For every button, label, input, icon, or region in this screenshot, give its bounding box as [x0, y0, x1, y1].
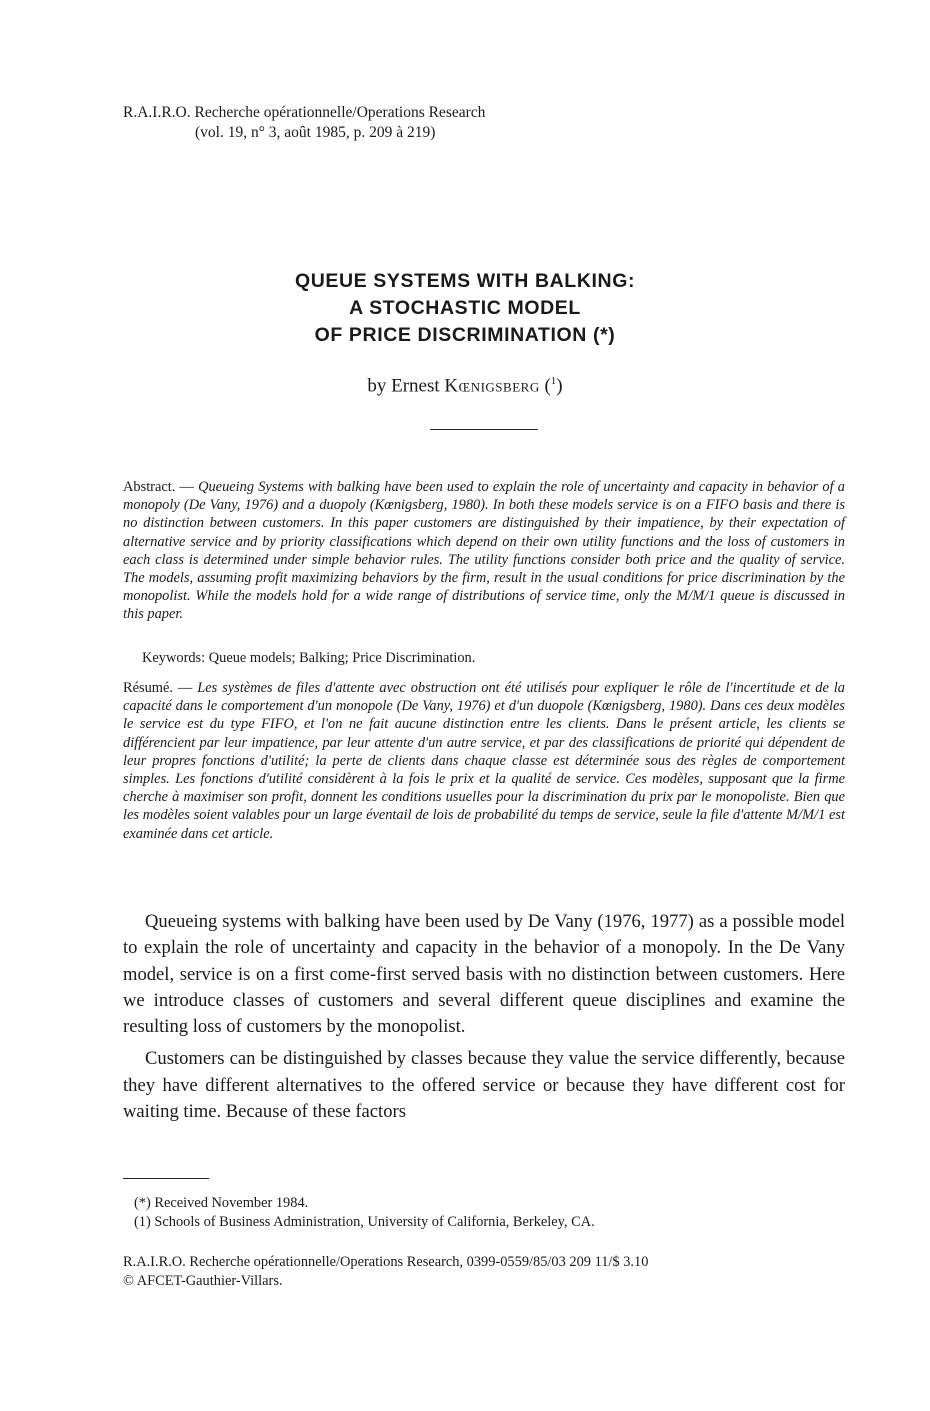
- resume: [123, 679, 845, 843]
- volume-info: (vol. 19, n° 3, août 1985, p. 209 à 219): [195, 124, 436, 141]
- title-line-1: QUEUE SYSTEMS WITH BALKING:: [294, 270, 636, 292]
- journal-header: [123, 103, 485, 143]
- footer-copyright: © AFCET-Gauthier-Villars.: [123, 1273, 283, 1289]
- title-line-2: A STOCHASTIC MODEL: [349, 297, 581, 319]
- footnotes: [134, 1194, 595, 1232]
- author-byline: by Ernest Kœnigsberg ($^1$): [367, 375, 563, 397]
- byline-prefix: by Ernest: [367, 375, 440, 397]
- page-footer: [123, 1253, 648, 1291]
- abstract-text: Queueing Systems with balking have been used to explain the role of uncertainty and capacity in behavior of a monopoly (De Vany, 1976) and a duopoly (Kœnigsberg, 1980). In both these models service is on a FIFO basis and there is no distinction between customers. In this paper customers are distinguished by their impatience, by their expectation of alternative service and by priority classifications which depend on their own utility functions and the loss of customers in each class is determined under simple behavior rules. The utility functions consider both price and the quality of service. The models, assuming profit maximizing behaviors by the firm, result in the usual conditions for price discrimination by the monopolist. While the models hold for a wide range of distributions of service time, only the M/M/1 queue is discussed in this paper.: [123, 479, 845, 623]
- abstract: [123, 478, 845, 624]
- body-paragraph-1: Queueing systems with balking have been used by De Vany (1976, 1977) as a possible model to explain the role of uncertainty and capacity in the behavior of a monopoly. In the De Vany model, service is on a first come-first served basis with no distinction between customers. Here we introduce classes of customers and several different queue disciplines and examine the resulting loss of customers by the monopolist.: [123, 911, 845, 1038]
- resume-text: Les systèmes de files d'attente avec obstruction ont été utilisés pour expliquer le rôle de l'incertitude et de la capacité dans le comportement d'un monopole (De Vany, 1976) et d'un duopole (Kœnigsberg, 1980). Dans ces deux modèles le service est du type FIFO, et l'on ne fait aucune distinction entre les clients. Dans le présent article, les clients se différencient par leur impatience, par leur attente d'un autre service, et par des classifications de priorité qui dépendent de leur propres fonctions d'utilité; la perte de clients dans chaque classe est déterminée sous des règles de comportement simples. Les fonctions d'utilité considèrent à la fois le prix et la qualité de service. Ces modèles, supposant que la firme cherche à maximiser son profit, donnent les conditions usuelles pour la discrimination du prix par le monopoliste. Bien que les modèles soient valables pour un large éventail de lois de probabilité du temps de service, seule la file d'attente M/M/1 est examinée dans cet article.: [123, 680, 846, 842]
- footnote: [134, 1194, 595, 1213]
- footnote-divider: [123, 1178, 209, 1179]
- title-divider: [430, 429, 538, 430]
- body-text: [123, 909, 845, 1125]
- resume-label: Résumé. —: [123, 680, 198, 696]
- keywords: Keywords: Queue models; Balking; Price Discrimination.: [142, 650, 476, 666]
- footnote-text: Received November 1984.: [154, 1195, 309, 1211]
- paper-title: [0, 268, 930, 349]
- author-surname: Kœnigsberg: [444, 375, 540, 397]
- footnote: [134, 1213, 595, 1232]
- abstract-label: Abstract. —: [123, 479, 199, 495]
- journal-name: R.A.I.R.O. Recherche opérationnelle/Operations Research: [123, 104, 486, 121]
- title-line-3: OF PRICE DISCRIMINATION (*): [314, 324, 616, 346]
- body-paragraph-2: Customers can be distinguished by classes because they value the service differently, because they have different alternatives to the offered service or because they have different cost for waiting time. Because of these factors: [123, 1048, 845, 1123]
- footer-journal-line: R.A.I.R.O. Recherche opérationnelle/Operations Research, 0399-0559/85/03 209 11/$ 3.10: [123, 1254, 649, 1270]
- author-footnote-mark: 1: [550, 375, 557, 387]
- footnote-text: Schools of Business Administration, University of California, Berkeley, CA.: [154, 1214, 595, 1230]
- footnote-mark: (*): [134, 1195, 151, 1211]
- footnote-mark: (1): [134, 1214, 151, 1230]
